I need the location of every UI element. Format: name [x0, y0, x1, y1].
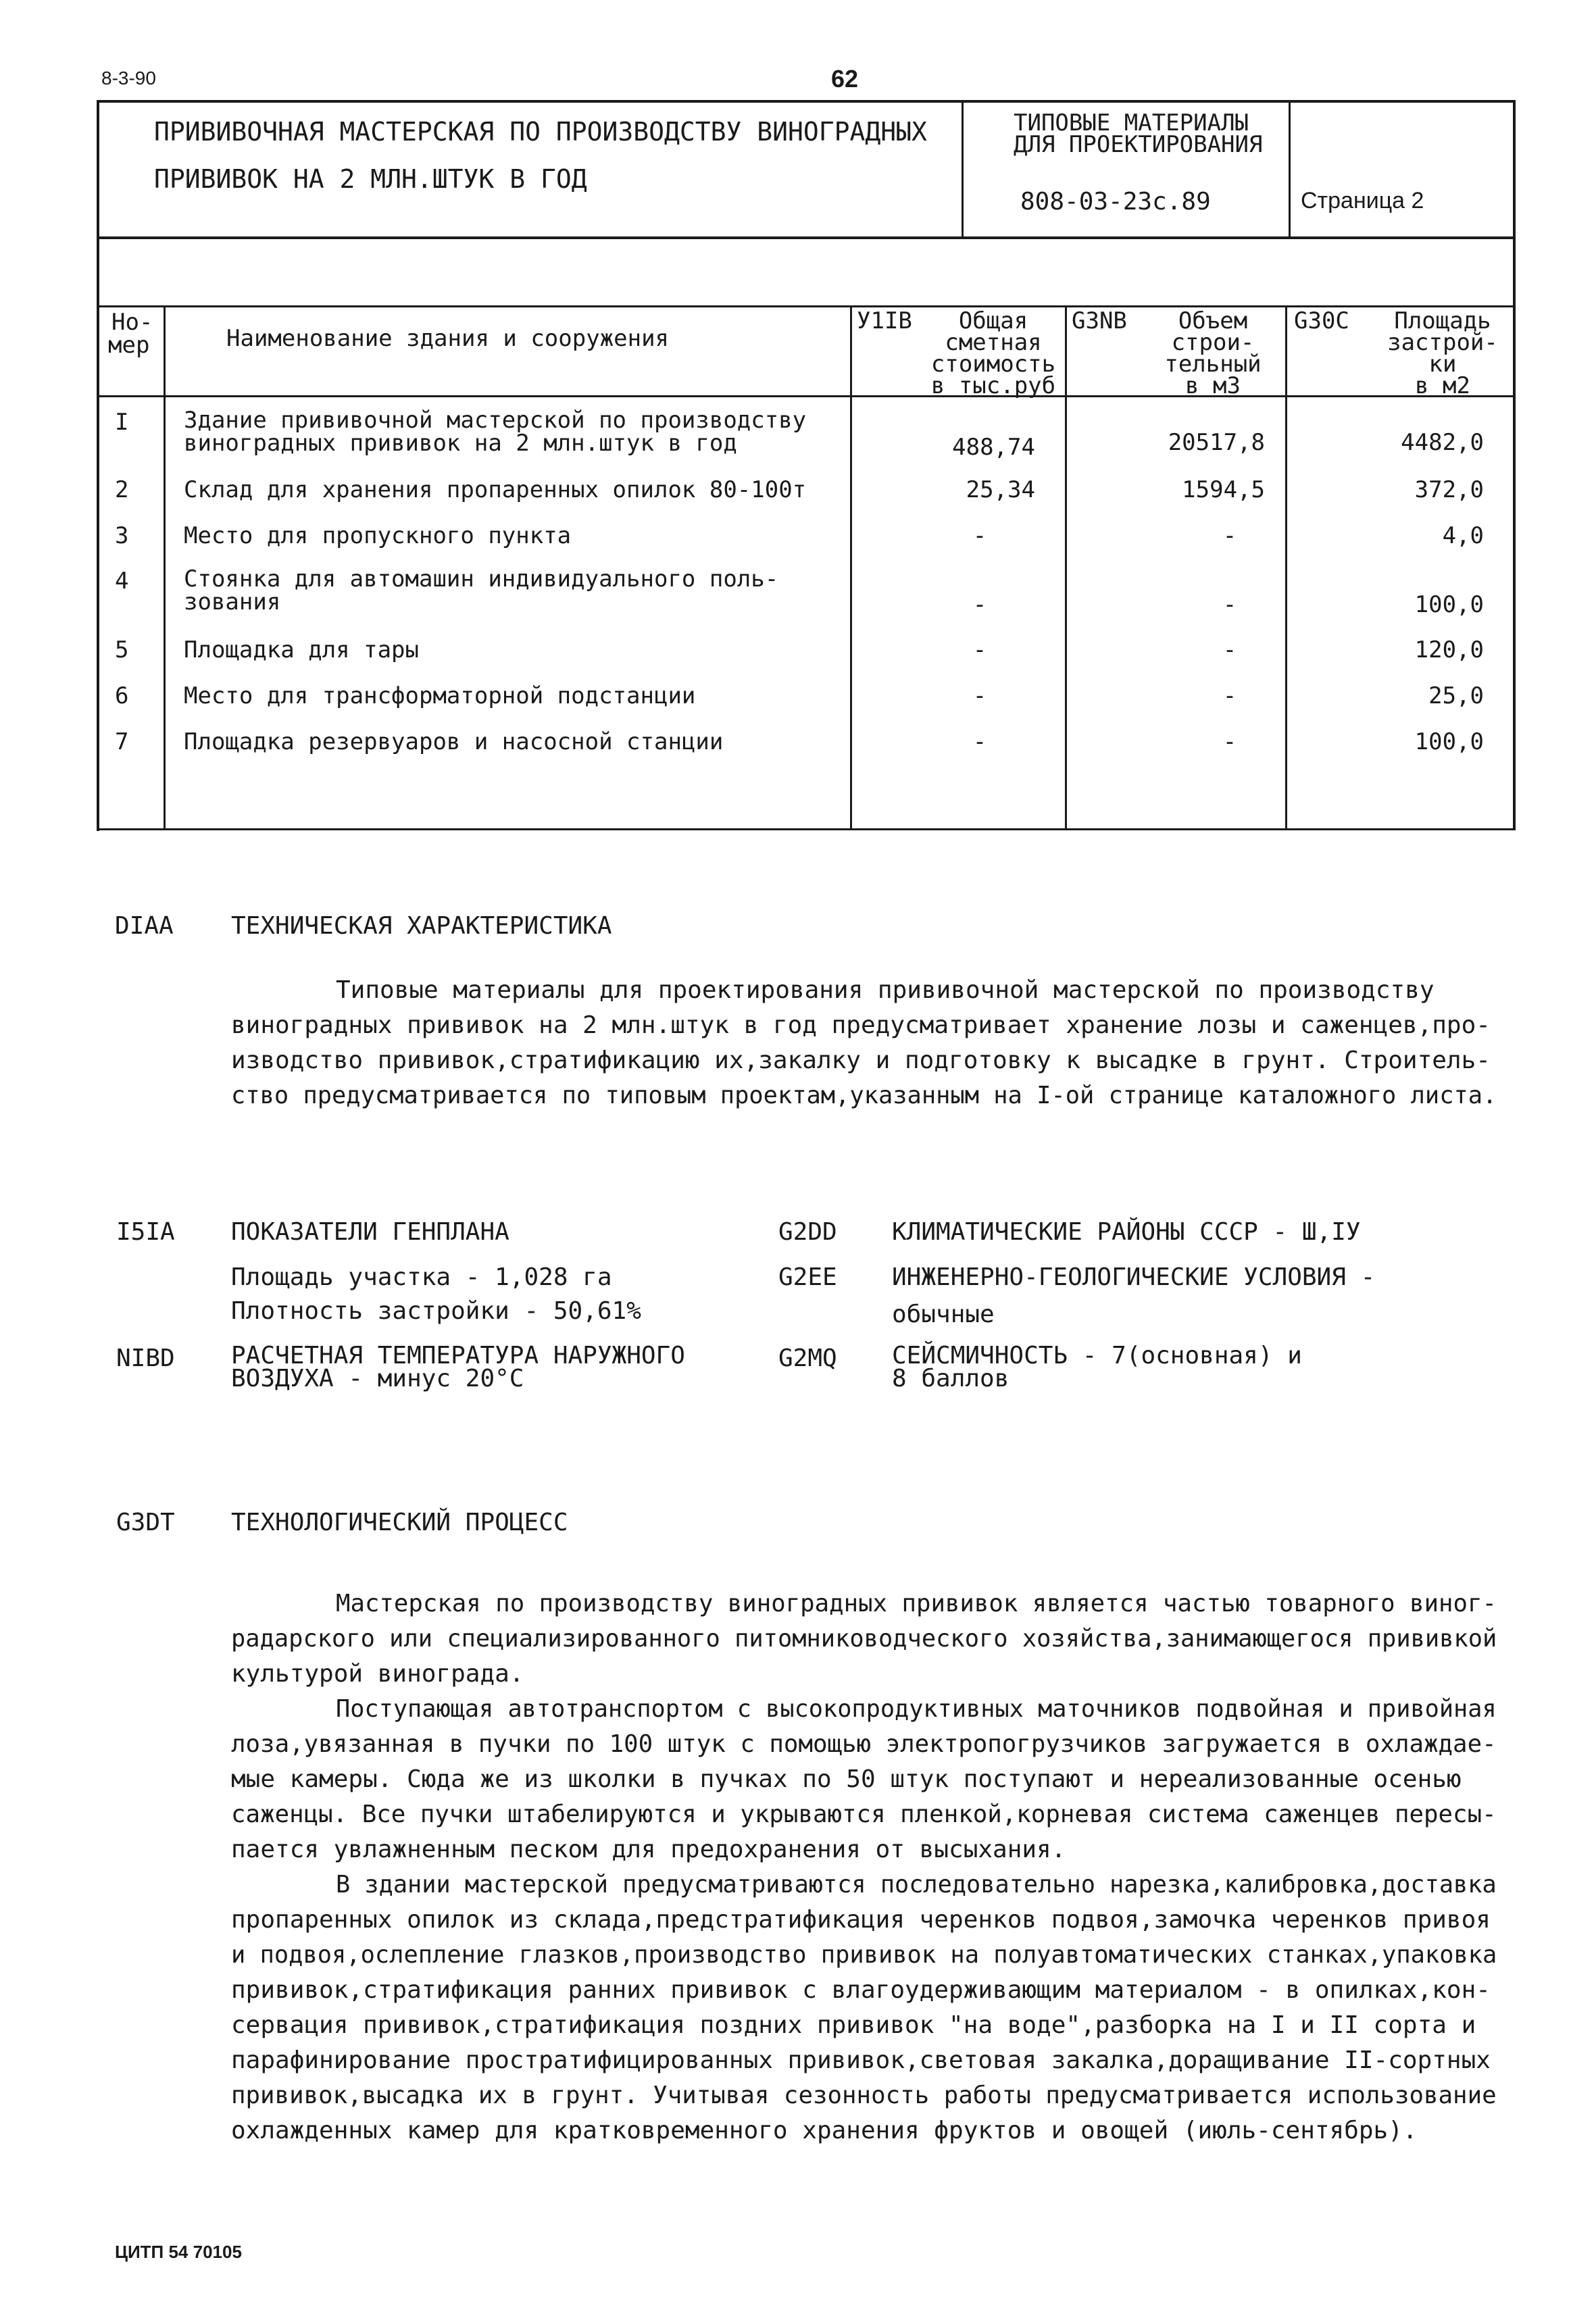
row-cost: -: [972, 522, 987, 549]
process-text-line: парафинирование простратифицированных прививок,световая закалка,доращивание II-сортных: [231, 2046, 1491, 2074]
col-cost-header-l3: стоимость: [930, 351, 1056, 378]
row-number: 7: [115, 728, 129, 755]
process-code: G3DT: [116, 1509, 175, 1536]
col-volume-header-l4: в м3: [1185, 372, 1241, 399]
row-area: 100,0: [1414, 591, 1484, 618]
col-num-header-l1: Но-: [111, 309, 153, 336]
climate-text: КЛИМАТИЧЕСКИЕ РАЙОНЫ СССР - Ш,IУ: [892, 1218, 1361, 1246]
row-cost: -: [972, 682, 987, 709]
seismic-code: G2MQ: [778, 1344, 837, 1372]
row-number: I: [115, 409, 129, 436]
tech-title: ТЕХНИЧЕСКАЯ ХАРАКТЕРИСТИКА: [231, 912, 612, 940]
col-volume-code: G3NВ: [1072, 307, 1127, 334]
row-name-line1: Склад для хранения пропаренных опилок 80-100т: [184, 476, 807, 503]
process-text-line: охлажденных камер для кратковременного хранения фруктов и овощей (июль-сентябрь).: [231, 2117, 1418, 2144]
row-number: 3: [115, 522, 129, 549]
row-number: 6: [115, 682, 129, 709]
temp-code: NIBD: [116, 1344, 175, 1372]
row-area: 372,0: [1414, 476, 1484, 503]
document-title-line2: ПРИВИВОК НА 2 МЛН.ШТУК В ГОД: [154, 164, 587, 194]
col-cost-code: У1IВ: [857, 307, 912, 334]
climate-code: G2DD: [778, 1218, 837, 1246]
process-text-line: Поступающая автотранспортом с высокопродуктивных маточников подвойная и привойная: [336, 1695, 1497, 1723]
row-volume: 1594,5: [1182, 476, 1265, 503]
seismic-line1: СЕЙСМИЧНОСТЬ - 7(основная) и: [892, 1342, 1302, 1369]
row-name-line1: Стоянка для автомашин индивидуального поль-: [184, 565, 779, 593]
geo-line1: ИНЖЕНЕРНО-ГЕОЛОГИЧЕСКИЕ УСЛОВИЯ -: [892, 1263, 1376, 1291]
genplan-density: Плотность застройки - 50,61%: [231, 1297, 641, 1325]
row-cost: -: [972, 636, 987, 663]
row-cost: 488,74: [952, 434, 1035, 461]
row-volume: -: [1222, 682, 1237, 709]
genplan-code: I5IA: [116, 1218, 175, 1246]
col-num-header-l2: мер: [108, 332, 150, 359]
process-text-line: Мастерская по производству виноградных прививок является частью товарного виног-: [336, 1590, 1497, 1617]
row-area: 100,0: [1414, 728, 1484, 755]
process-text-line: и подвоя,ослепление глазков,производство прививок на полуавтоматических станках,упаковка: [231, 1941, 1497, 1969]
process-text-line: В здании мастерской предусматриваются последовательно нарезка,калибровка,доставка: [336, 1871, 1497, 1898]
row-cost: 25,34: [966, 476, 1035, 503]
col-cost-header-l2: сметная: [945, 329, 1042, 356]
tech-text-line: Типовые материалы для проектирования прививочной мастерской по производству: [336, 976, 1435, 1004]
series-code: 808-03-23с.89: [1020, 188, 1211, 216]
tech-code: DIAA: [115, 912, 174, 940]
row-area: 120,0: [1414, 636, 1484, 663]
col-area-header-l2: застрой-: [1387, 329, 1498, 356]
row-cost: -: [972, 728, 987, 755]
process-text-line: пропаренных опилок из склада,предстратификация черенков подвоя,замочка черенков привоя: [231, 1906, 1491, 1934]
footer-code: ЦИТП 54 70105: [115, 2242, 242, 2262]
series-title-line2: ДЛЯ ПРОЕКТИРОВАНИЯ: [1014, 131, 1263, 158]
tech-text-line: ство предусматривается по типовым проектам,указанным на I-ой странице каталожного листа.: [231, 1082, 1497, 1109]
col-area-header-l1: Площадь: [1394, 307, 1491, 334]
geo-line2: обычные: [892, 1301, 995, 1328]
row-name-line1: Площадка резервуаров и насосной станции: [184, 728, 724, 755]
process-text-line: сервация прививок,стратификация поздних прививок "на воде",разборка на I и II сорта и: [231, 2011, 1476, 2039]
row-volume: -: [1222, 591, 1237, 618]
process-text-line: прививок,стратификация ранних прививок с влагоудерживающим материалом - в опилках,кон-: [231, 1976, 1491, 2004]
col-volume-header-l1: Объем: [1178, 307, 1248, 334]
row-cost: -: [972, 591, 987, 618]
process-text-line: лоза,увязанная в пучки по 100 штук с помощью электропогрузчиков загружается в охлаждае-: [231, 1730, 1497, 1758]
col-cost-header-l1: Общая: [958, 307, 1028, 334]
corner-code: 8-3-90: [101, 68, 156, 89]
row-volume: -: [1222, 522, 1237, 549]
col-area-header-l3: ки: [1428, 351, 1457, 378]
row-name-line1: Место для трансформаторной подстанции: [184, 682, 696, 709]
col-cost-header-l4: в тыс.руб: [930, 372, 1056, 399]
row-volume: -: [1222, 636, 1237, 663]
row-area: 4,0: [1442, 522, 1484, 549]
tech-text-line: изводство прививок,стратификацию их,закалку и подготовку к высадке в грунт. Строитель-: [231, 1047, 1491, 1074]
temp-line2: ВОЗДУХА - минус 20°С: [231, 1365, 524, 1392]
row-name-line2: виноградных прививок на 2 млн.штук в год: [184, 430, 737, 457]
row-volume: -: [1222, 728, 1237, 755]
row-name-line1: Здание прививочной мастерской по производству: [184, 407, 807, 434]
row-number: 4: [115, 568, 129, 595]
col-area-code: G30С: [1294, 307, 1349, 334]
tech-text-line: виноградных прививок на 2 млн.штук в год предусматривает хранение лозы и саженцев,про-: [231, 1011, 1491, 1039]
row-number: 2: [115, 476, 129, 503]
genplan-title: ПОКАЗАТЕЛИ ГЕНПЛАНА: [231, 1218, 509, 1246]
process-text-line: пается увлажненным песком для предохранения от высыхания.: [231, 1836, 1066, 1863]
temp-line1: РАСЧЕТНАЯ ТЕМПЕРАТУРА НАРУЖНОГО: [231, 1342, 685, 1369]
col-name-header: Наименование здания и сооружения: [226, 325, 670, 352]
col-area-header-l4: в м2: [1415, 372, 1470, 399]
page-label: Страница 2: [1301, 188, 1424, 213]
process-text-line: саженцы. Все пучки штабелируются и укрываются пленкой,корневая система саженцев пересы-: [231, 1801, 1497, 1828]
row-name-line1: Площадка для тары: [184, 636, 419, 663]
row-name-line2: зования: [184, 588, 281, 615]
row-volume: 20517,8: [1168, 429, 1265, 456]
row-area: 25,0: [1428, 682, 1484, 709]
series-title-line1: ТИПОВЫЕ МАТЕРИАЛЫ: [1014, 109, 1249, 136]
row-area: 4482,0: [1401, 429, 1484, 456]
col-volume-header-l2: строи-: [1171, 329, 1255, 356]
process-text-line: радарского или специализированного питомниководческого хозяйства,занимающегося прививкой: [231, 1625, 1497, 1653]
geo-code: G2EE: [778, 1263, 837, 1291]
process-text-line: мые камеры. Сюда же из школки в пучках по 50 штук поступают и нереализованные осенью: [231, 1765, 1462, 1793]
process-title: ТЕХНОЛОГИЧЕСКИЙ ПРОЦЕСС: [231, 1509, 568, 1536]
seismic-line2: 8 баллов: [892, 1365, 1009, 1392]
page-number: 62: [831, 65, 859, 93]
document-title-line1: ПРИВИВОЧНАЯ МАСТЕРСКАЯ ПО ПРОИЗВОДСТВУ ВИНОГРАДНЫХ: [154, 117, 927, 147]
row-name-line1: Место для пропускного пункта: [184, 522, 572, 549]
row-number: 5: [115, 636, 129, 663]
genplan-area: Площадь участка - 1,028 га: [231, 1263, 612, 1291]
process-text-line: прививок,высадка их в грунт. Учитывая сезонность работы предусматривается использование: [231, 2082, 1497, 2109]
col-volume-header-l3: тельный: [1164, 351, 1262, 378]
process-text-line: культурой винограда.: [231, 1660, 524, 1688]
